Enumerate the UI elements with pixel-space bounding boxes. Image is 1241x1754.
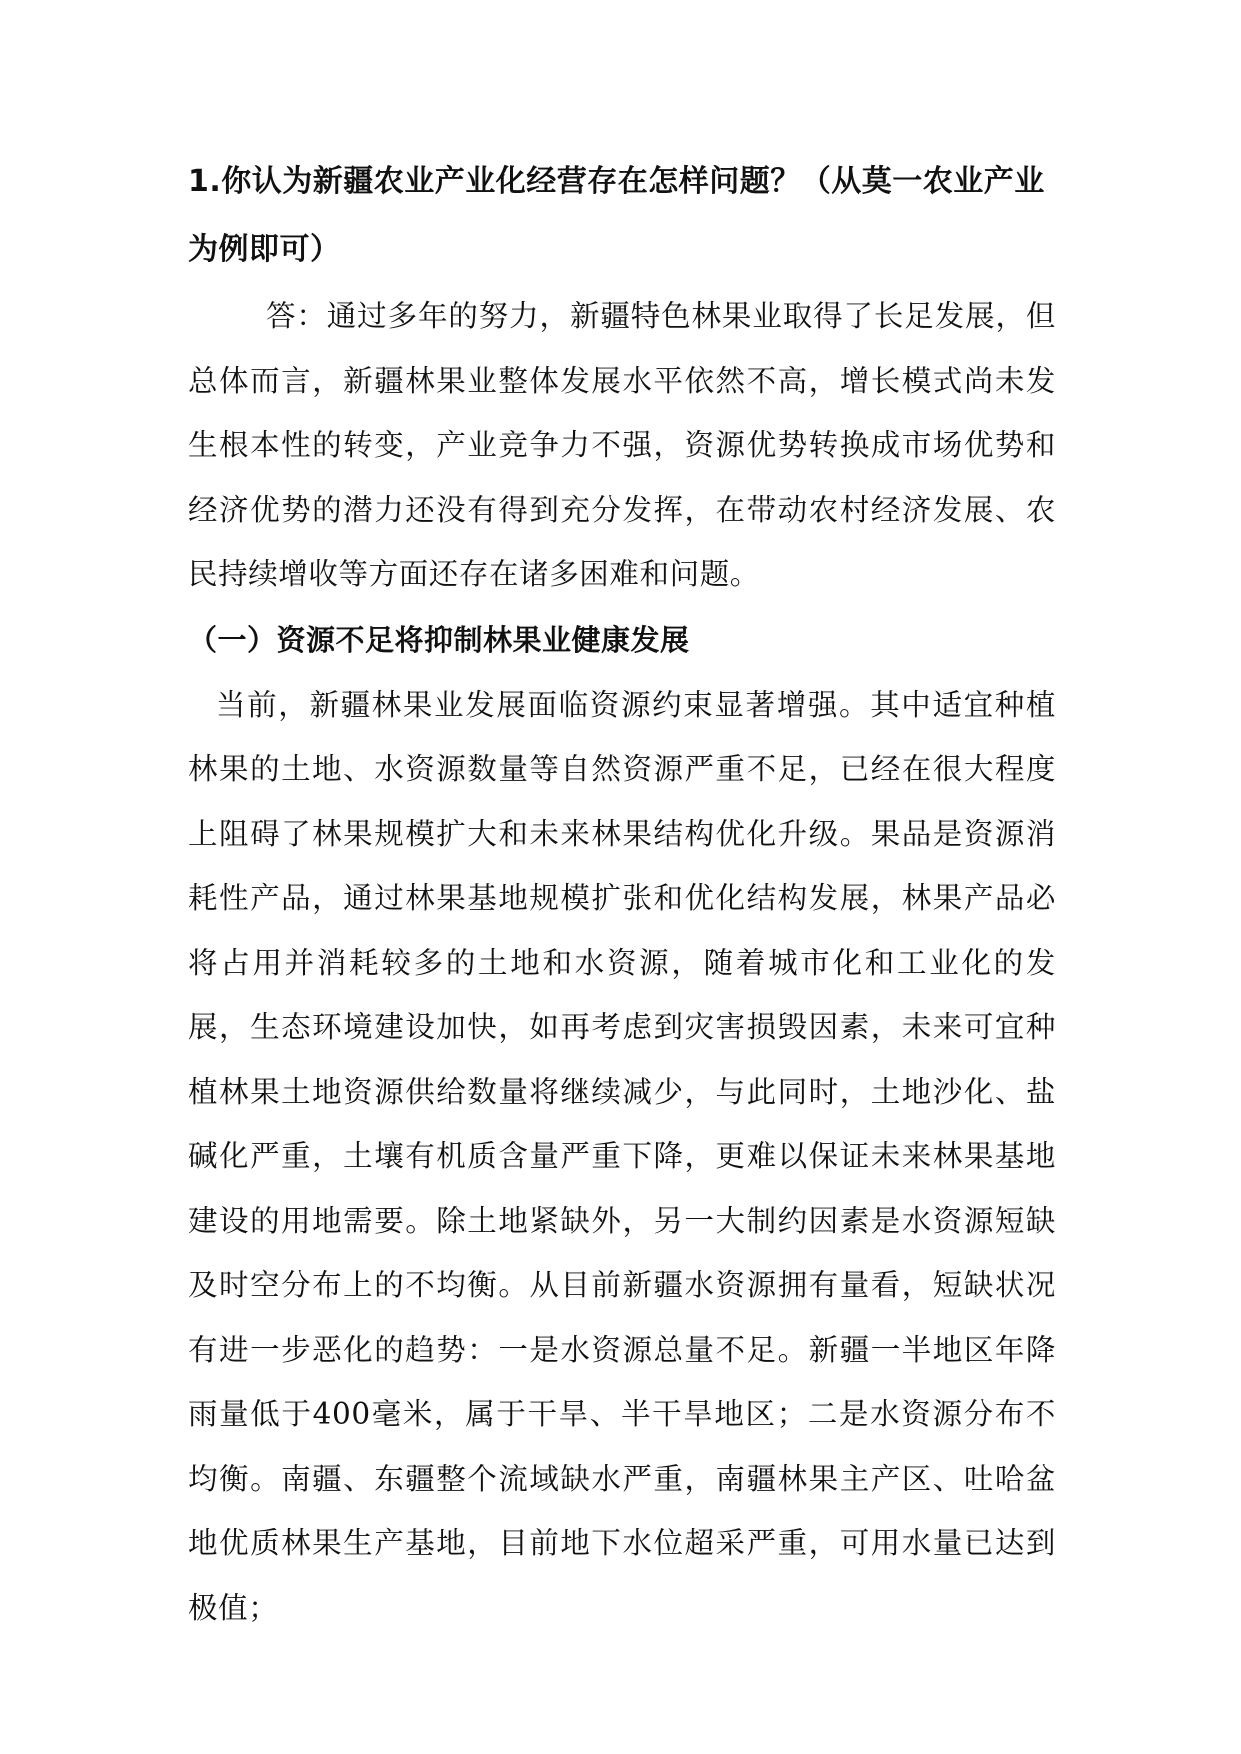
document-content [188,148,1056,1640]
question-heading: 1.你认为新疆农业产业化经营存在怎样问题？（从莫一农业产业为例即可） [188,164,1045,267]
body-paragraph: 当前，新疆林果业发展面临资源约束显著增强。其中适宜种植林果的土地、水资源数量等自然资源严重不足，已经在很大程度上阻碍了林果规模扩大和未来林果结构优化升级。果品是资源消耗性产品，通过林果基地规模扩张和优化结构发展，林果产品必将占用并消耗较多的土地和水资源，随着城市化和工业化的发展，生态环境建设加快，如再考虑到灾害损毁因素，未来可宜种植林果土地资源供给数量将继续减少，与此同时，土地沙化、盐碱化严重，土壤有机质含量严重下降，更难以保证未来林果基地建设的用地需要。除土地紧缺外，另一大制约因素是水资源短缺及时空分布上的不均衡。从目前新疆水资源拥有量看，短缺状况有进一步恶化的趋势：一是水资源总量不足。新疆一半地区年降雨量低于400毫米，属于干旱、半干旱地区；二是水资源分布不均衡。南疆、东疆整个流域缺水严重，南疆林果主产区、吐哈盆地优质林果生产基地，目前地下水位超采严重，可用水量已达到极值； [188,687,1056,1625]
section-heading: （一）资源不足将抑制林果业健康发展 [188,622,690,657]
answer-paragraph: 答：通过多年的努力，新疆特色林果业取得了长足发展，但总体而言，新疆林果业整体发展水平依然不高，增长模式尚未发生根本性的转变，产业竞争力不强，资源优势转换成市场优势和经济优势的潜力还没有得到充分发挥，在带动农村经济发展、农民持续增收等方面还存在诸多困难和问题。 [188,299,1056,591]
